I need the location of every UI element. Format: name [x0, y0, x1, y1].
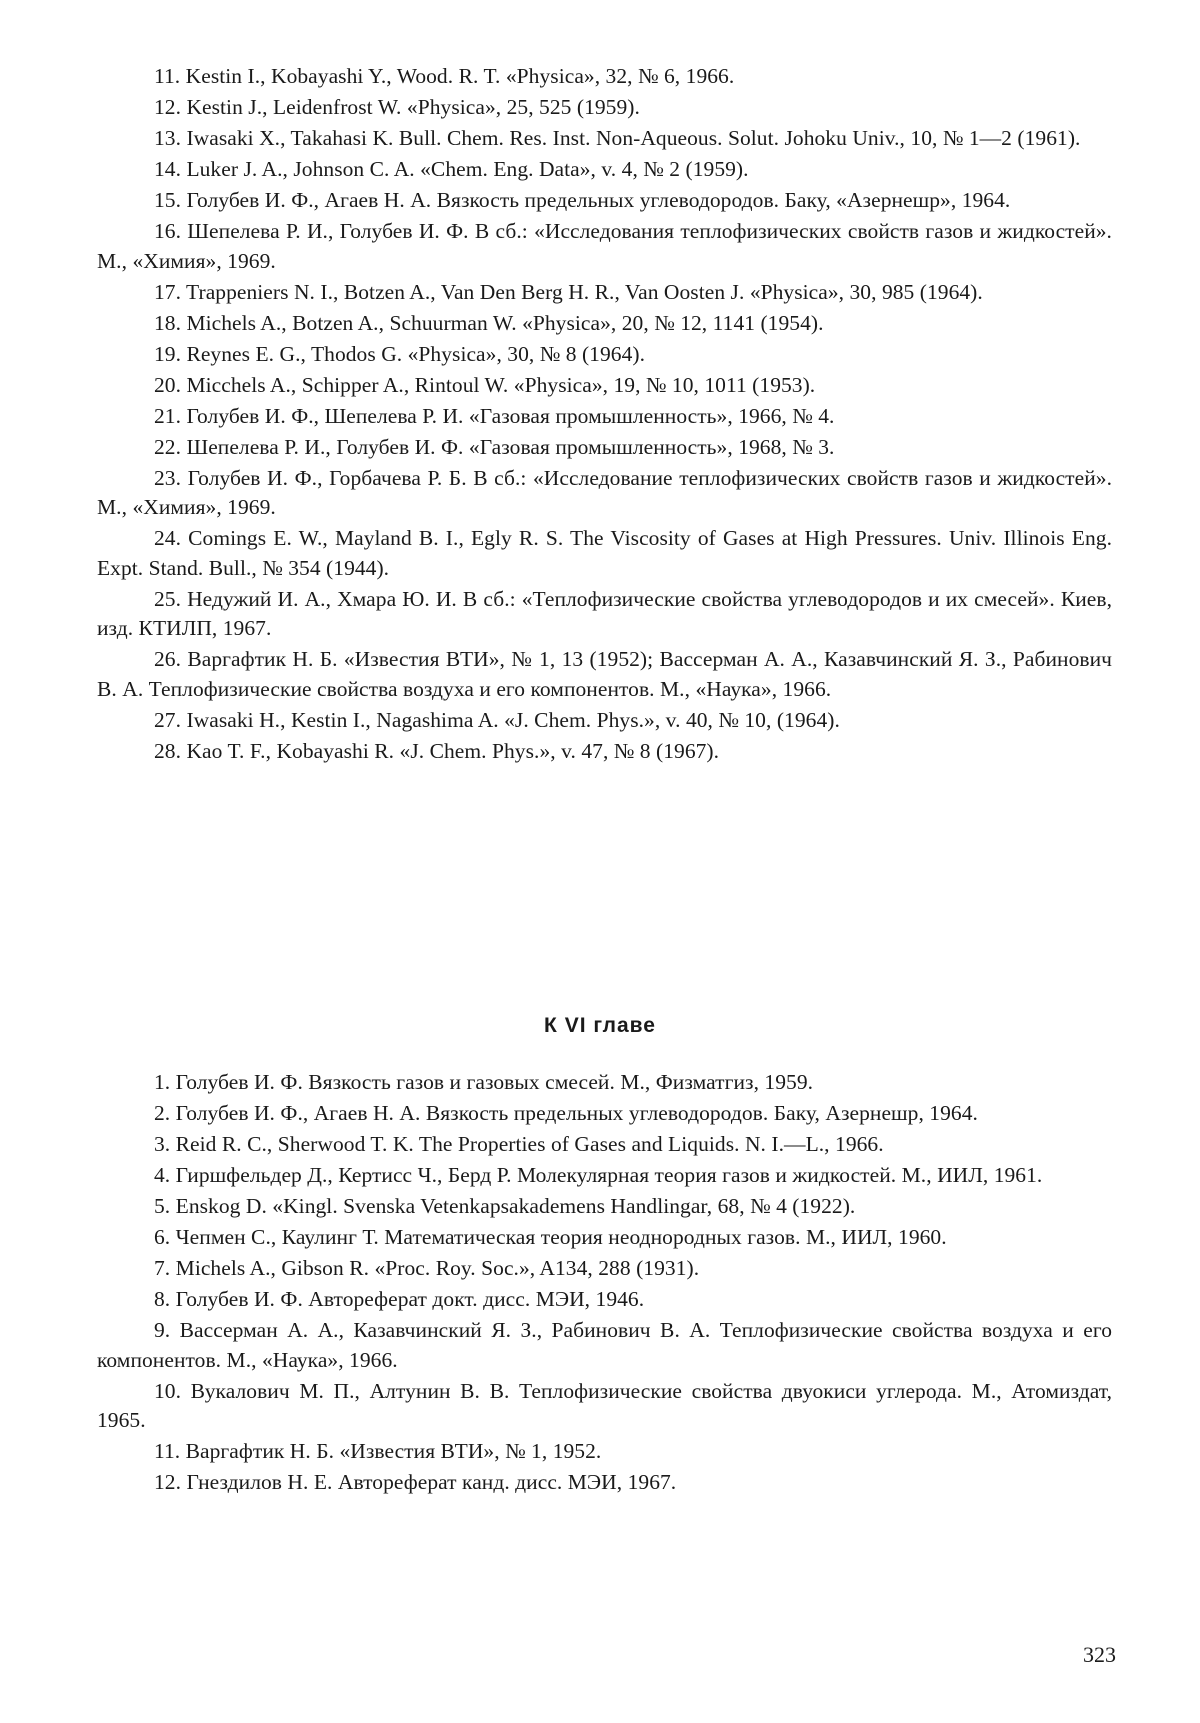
reference-item: 9. Вассерман А. А., Казавчинский Я. З., Рабинович В. А. Теплофизические свойства воздуха и его компонентов. М., «Наука», 1966.: [97, 1318, 1112, 1372]
reference-item: 21. Голубев И. Ф., Шепелева Р. И. «Газовая промышленность», 1966, № 4.: [154, 403, 835, 428]
reference-item: 3. Reid R. C., Sherwood T. K. The Properties of Gases and Liquids. N. I.—L., 1966.: [154, 1132, 884, 1156]
reference-item: 11. Kestin I., Kobayashi Y., Wood. R. T. «Physica», 32, № 6, 1966.: [154, 64, 735, 88]
reference-item: 12. Гнездилов Н. Е. Автореферат канд. дисс. МЭИ, 1967.: [154, 1470, 677, 1494]
reference-item: 4. Гиршфельдер Д., Кертисс Ч., Берд Р. Молекулярная теория газов и жидкостей. М., ИИЛ, 1961.: [154, 1163, 1043, 1187]
reference-item: 14. Luker J. A., Johnson C. A. «Chem. Eng. Data», v. 4, № 2 (1959).: [154, 157, 749, 181]
reference-item: 1. Голубев И. Ф. Вязкость газов и газовых смесей. М., Физматгиз, 1959.: [154, 1070, 814, 1094]
reference-item: 24. Comings E. W., Mayland B. I., Egly R. S. The Viscosity of Gases at High Pressures. Univ. Illinois Eng. Expt. Stand. Bull., № 354 (1944).: [97, 526, 1112, 580]
page-number: 323: [1083, 1642, 1116, 1667]
reference-item: 23. Голубев И. Ф., Горбачева Р. Б. В сб.: «Исследование теплофизических свойств газов и жидкостей». М., «Химия», 1969.: [97, 465, 1112, 519]
reference-item: 15. Голубев И. Ф., Агаев Н. А. Вязкость предельных углеводородов. Баку, «Азернешр», 1964.: [154, 188, 1011, 212]
reference-item: 7. Michels A., Gibson R. «Proc. Roy. Soc.», A134, 288 (1931).: [154, 1256, 700, 1280]
reference-item: 27. Iwasaki H., Kestin I., Nagashima A. «J. Chem. Phys.», v. 40, № 10, (1964).: [154, 707, 840, 732]
reference-item: 13. Iwasaki X., Takahasi K. Bull. Chem. Res. Inst. Non-Aqueous. Solut. Johoku Univ., 10, № 1—2 (1961).: [154, 126, 1081, 150]
reference-item: 5. Enskog D. «Kingl. Svenska Vetenkapsakademens Handlingar, 68, № 4 (1922).: [154, 1194, 856, 1218]
reference-item: 18. Michels A., Botzen A., Schuurman W. «Physica», 20, № 12, 1141 (1954).: [154, 310, 824, 335]
references-list-chapter-5: [97, 62, 1112, 768]
reference-item: 17. Trappeniers N. I., Botzen A., Van Den Berg H. R., Van Oosten J. «Physica», 30, 985 (1964).: [154, 279, 983, 304]
reference-item: 22. Шепелева Р. И., Голубев И. Ф. «Газовая промышленность», 1968, № 3.: [154, 434, 835, 459]
reference-item: 16. Шепелева Р. И., Голубев И. Ф. В сб.: «Исследования теплофизических свойств газов и жидкостей». М., «Химия», 1969.: [97, 219, 1112, 273]
reference-item: 28. Kao T. F., Kobayashi R. «J. Chem. Phys.», v. 47, № 8 (1967).: [154, 738, 720, 763]
reference-item: 19. Reynes E. G., Thodos G. «Physica», 30, № 8 (1964).: [154, 341, 646, 366]
reference-item: 10. Вукалович М. П., Алтунин В. В. Теплофизические свойства двуокиси углерода. М., Атомиздат, 1965.: [97, 1378, 1112, 1432]
reference-item: 20. Micchels A., Schipper A., Rintoul W. «Physica», 19, № 10, 1011 (1953).: [154, 372, 816, 397]
reference-item: 6. Чепмен С., Каулинг Т. Математическая теория неоднородных газов. М., ИИЛ, 1960.: [154, 1225, 947, 1249]
reference-item: 2. Голубев И. Ф., Агаев Н. А. Вязкость предельных углеводородов. Баку, Азернешр, 1964.: [154, 1101, 978, 1125]
reference-item: 11. Варгафтик Н. Б. «Известия ВТИ», № 1, 1952.: [154, 1439, 602, 1463]
reference-item: 12. Kestin J., Leidenfrost W. «Physica», 25, 525 (1959).: [154, 95, 640, 119]
section-heading: К VI главе: [544, 1014, 656, 1037]
reference-item: 25. Недужий И. А., Хмара Ю. И. В сб.: «Теплофизические свойства углеводородов и их смесей». Киев, изд. КТИЛП, 1967.: [97, 586, 1112, 640]
reference-item: 26. Варгафтик Н. Б. «Известия ВТИ», № 1, 13 (1952); Вассерман А. А., Казавчинский Я. З., Рабинович В. А. Теплофизические свойства воздуха и его компонентов. М., «Наука», 1966.: [97, 647, 1112, 701]
references-list-chapter-6: [97, 1068, 1112, 1499]
reference-item: 8. Голубев И. Ф. Автореферат докт. дисс. МЭИ, 1946.: [154, 1287, 645, 1311]
